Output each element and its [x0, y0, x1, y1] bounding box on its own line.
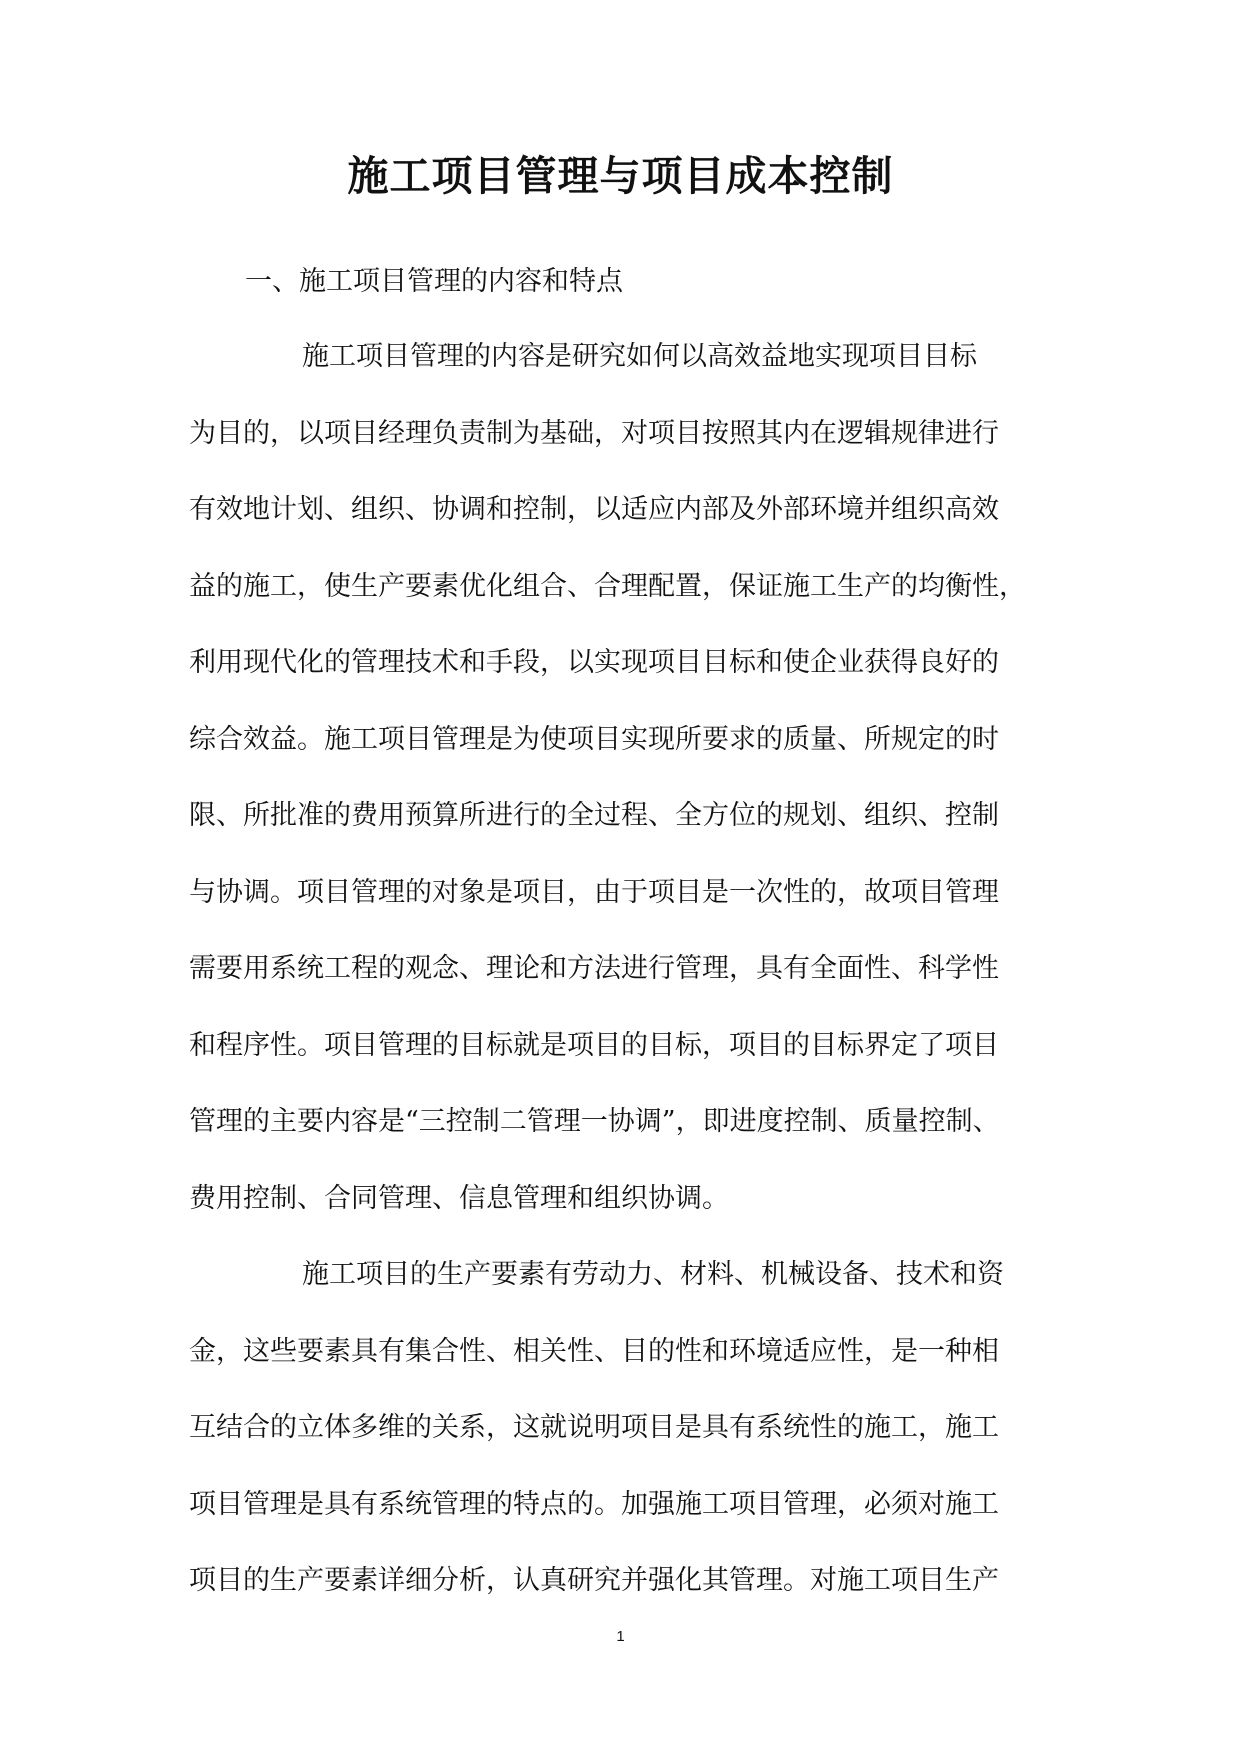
body-line: 限、所批准的费用预算所进行的全过程、全方位的规划、组织、控制 — [189, 800, 999, 831]
document-title: 施工项目管理与项目成本控制 — [347, 152, 894, 200]
body-line: 与协调。项目管理的对象是项目，由于项目是一次性的，故项目管理 — [189, 877, 999, 908]
body-line: 利用现代化的管理技术和手段，以实现项目目标和使企业获得良好的 — [189, 647, 999, 678]
body-line: 和程序性。项目管理的目标就是项目的目标，项目的目标界定了项目 — [189, 1030, 999, 1061]
body-line: 管理的主要内容是“三控制二管理一协调”，即进度控制、质量控制、 — [189, 1106, 1000, 1137]
body-line: 费用控制、合同管理、信息管理和组织协调。 — [189, 1183, 729, 1214]
body-line: 互结合的立体多维的关系，这就说明项目是具有系统性的施工，施工 — [189, 1412, 999, 1443]
body-line: 有效地计划、组织、协调和控制，以适应内部及外部环境并组织高效 — [189, 494, 999, 525]
body-line: 为目的，以项目经理负责制为基础，对项目按照其内在逻辑规律进行 — [189, 418, 999, 449]
body-line: 施工项目的生产要素有劳动力、材料、机械设备、技术和资 — [302, 1259, 1004, 1290]
body-line: 金，这些要素具有集合性、相关性、目的性和环境适应性，是一种相 — [189, 1336, 999, 1367]
body-line: 需要用系统工程的观念、理论和方法进行管理，具有全面性、科学性 — [189, 953, 999, 984]
body-line: 施工项目管理的内容是研究如何以高效益地实现项目目标 — [302, 341, 977, 372]
body-line: 项目的生产要素详细分析，认真研究并强化其管理。对施工项目生产 — [189, 1565, 999, 1596]
body-line: 项目管理是具有系统管理的特点的。加强施工项目管理，必须对施工 — [189, 1489, 999, 1520]
body-line: 综合效益。施工项目管理是为使项目实现所要求的质量、所规定的时 — [189, 724, 999, 755]
body-line: 益的施工，使生产要素优化组合、合理配置，保证施工生产的均衡性， — [189, 571, 1026, 602]
section-heading: 一、施工项目管理的内容和特点 — [245, 266, 623, 297]
page-number: 1 — [616, 1628, 625, 1645]
